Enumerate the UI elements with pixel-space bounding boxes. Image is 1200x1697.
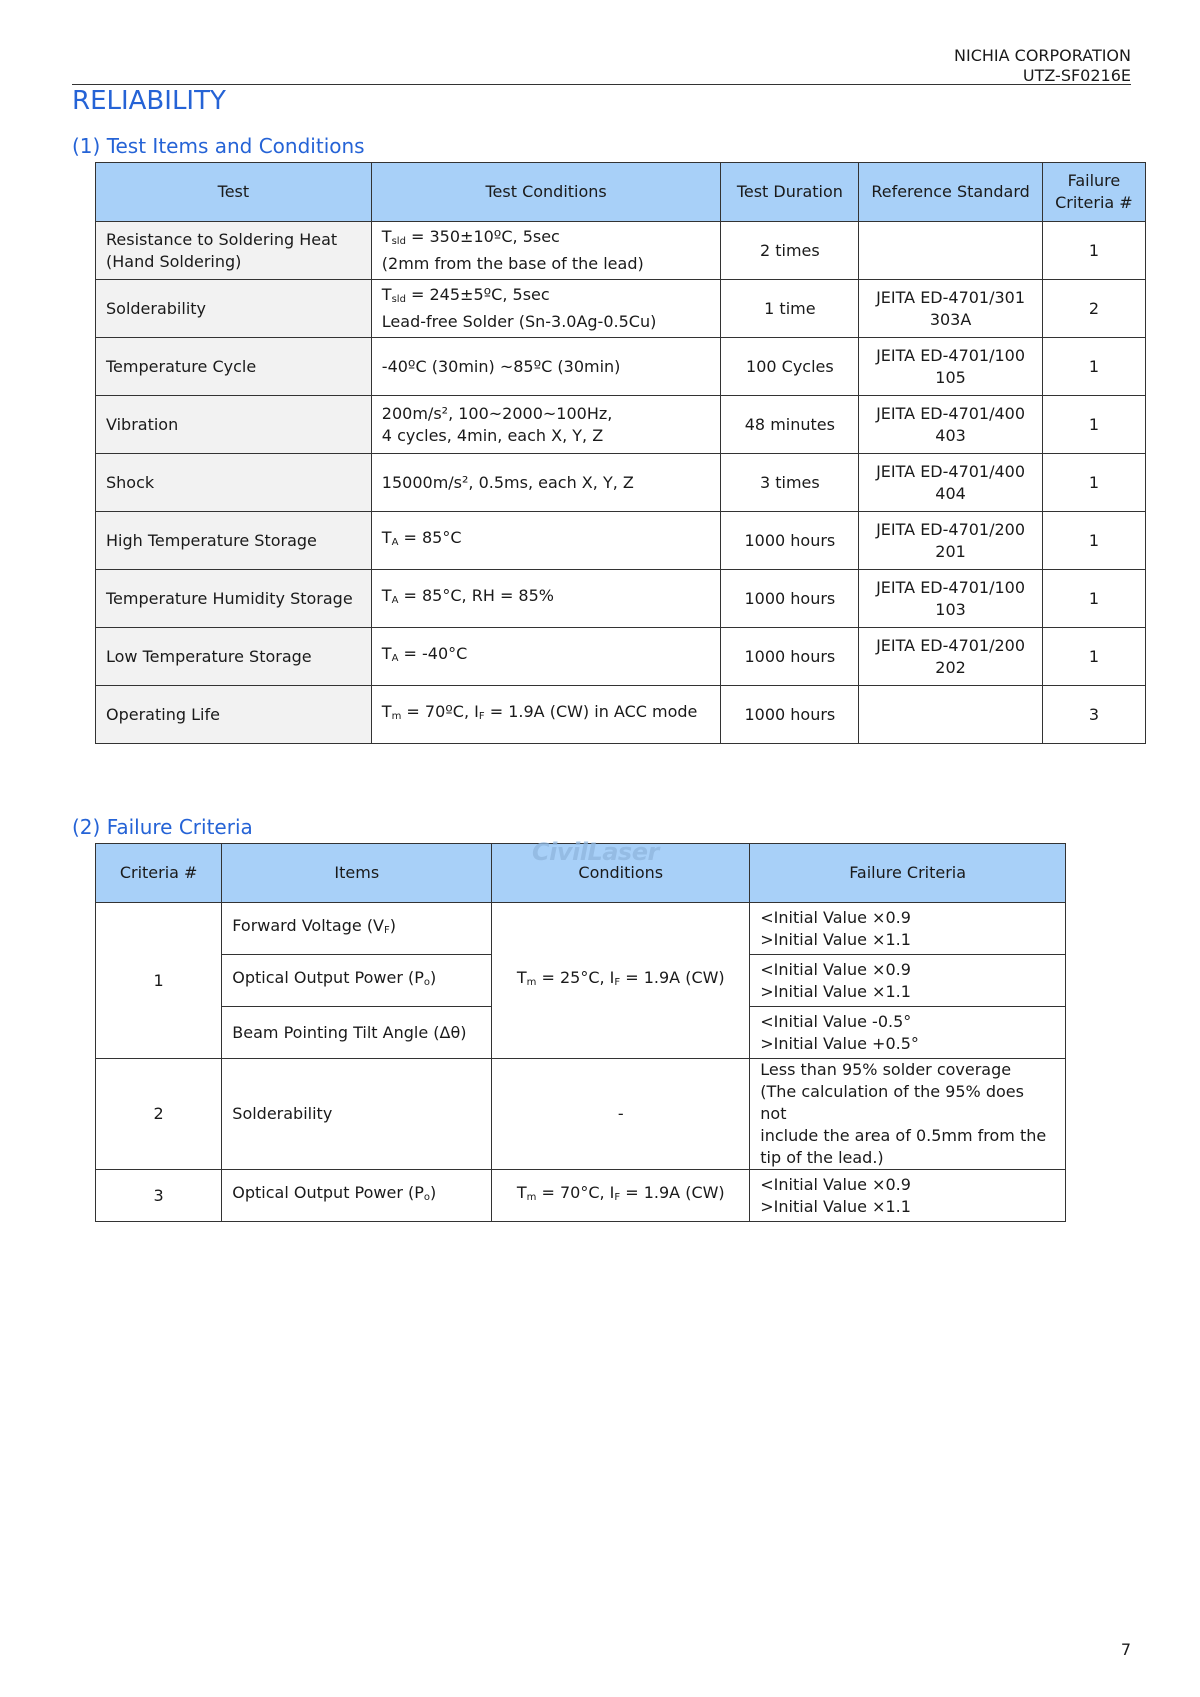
criteria-number-cell: 1 <box>1042 570 1145 628</box>
table-row <box>96 280 1146 338</box>
test-condition-cell: 200m/s², 100~2000~100Hz, 4 cycles, 4min, each X, Y, Z <box>371 396 721 454</box>
reference-standard-cell <box>859 222 1043 280</box>
test-condition-cell: 15000m/s², 0.5ms, each X, Y, Z <box>371 454 721 512</box>
table-row <box>96 396 1146 454</box>
test-name-cell: Shock <box>96 454 372 512</box>
col-header-test-conditions: Test Conditions <box>371 163 721 222</box>
item-cell: Optical Output Power $(P_o)$ <box>222 955 492 1007</box>
item-cell: Beam Pointing Tilt Angle (Δθ) <box>222 1007 492 1059</box>
test-name-cell: Operating Life <box>96 686 372 744</box>
criteria-number-cell: 1 <box>1042 222 1145 280</box>
table-header-row <box>96 163 1146 222</box>
test-name-cell: Vibration <box>96 396 372 454</box>
reference-standard-cell: JEITA ED-4701/100 103 <box>859 570 1043 628</box>
test-duration-cell: 1000 hours <box>721 512 859 570</box>
table-row <box>96 686 1146 744</box>
table-row <box>96 903 1066 955</box>
table-row <box>96 222 1146 280</box>
test-duration-cell: 1000 hours <box>721 686 859 744</box>
item-cell: Solderability <box>222 1059 492 1170</box>
failure-criteria-cell: Less than 95% solder coverage (The calculation of the 95% does not include the area of 0.5mm from the tip of the lead.) <box>750 1059 1066 1170</box>
col-header-test-duration: Test Duration <box>721 163 859 222</box>
criteria-number-cell: 1 <box>1042 396 1145 454</box>
test-condition-cell: $T_m$ = 70ºC, $I_F = 1.9A$ (CW) in ACC mode <box>371 686 721 744</box>
reference-standard-cell: JEITA ED-4701/200 202 <box>859 628 1043 686</box>
col-header-test: Test <box>96 163 372 222</box>
test-name-cell: High Temperature Storage <box>96 512 372 570</box>
test-condition-cell: $T_{sld}$ = 350±10ºC, 5sec (2mm from the base of the lead) <box>371 222 721 280</box>
col-header-items: Items <box>222 844 492 903</box>
criteria-number: 3 <box>96 1170 222 1222</box>
watermark-logo: CivilLaser <box>532 838 659 866</box>
criteria-number: 1 <box>96 903 222 1059</box>
test-duration-cell: 2 times <box>721 222 859 280</box>
company-name: NICHIA CORPORATION <box>954 46 1131 65</box>
test-condition-cell: $T_A = 85^\circ C$ <box>371 512 721 570</box>
criteria-number-cell: 1 <box>1042 454 1145 512</box>
criteria-number-cell: 1 <box>1042 512 1145 570</box>
test-name-cell: Low Temperature Storage <box>96 628 372 686</box>
table-row <box>96 512 1146 570</box>
failure-criteria-table <box>95 843 1066 1222</box>
header-rule <box>72 84 1131 85</box>
test-name-cell: Temperature Cycle <box>96 338 372 396</box>
page-number: 7 <box>1120 1640 1131 1659</box>
reference-standard-cell: JEITA ED-4701/301 303A <box>859 280 1043 338</box>
test-duration-cell: 48 minutes <box>721 396 859 454</box>
reference-standard-cell: JEITA ED-4701/400 404 <box>859 454 1043 512</box>
test-name-cell: Solderability <box>96 280 372 338</box>
failure-criteria-cell: <Initial Value ×0.9 >Initial Value ×1.1 <box>750 955 1066 1007</box>
table-row <box>96 628 1146 686</box>
section-title-failure-criteria: (2) Failure Criteria <box>72 815 253 839</box>
condition-cell: $T_m = 25^\circ C$, $I_F = 1.9A$ (CW) <box>492 903 750 1059</box>
criteria-number-cell: 1 <box>1042 338 1145 396</box>
table-row <box>96 454 1146 512</box>
test-duration-cell: 1 time <box>721 280 859 338</box>
failure-criteria-cell: <Initial Value -0.5° >Initial Value +0.5° <box>750 1007 1066 1059</box>
table-row <box>96 570 1146 628</box>
item-cell: Optical Output Power $(P_o)$ <box>222 1170 492 1222</box>
item-cell: Forward Voltage $(V_F)$ <box>222 903 492 955</box>
reference-standard-cell: JEITA ED-4701/200 201 <box>859 512 1043 570</box>
col-header-conditions: Conditions <box>492 844 750 903</box>
col-header-criteria: Criteria # <box>96 844 222 903</box>
table-row <box>96 1170 1066 1222</box>
page-title: RELIABILITY <box>72 86 226 116</box>
test-duration-cell: 100 Cycles <box>721 338 859 396</box>
test-condition-cell: -40ºC (30min) ~85ºC (30min) <box>371 338 721 396</box>
failure-criteria-cell: <Initial Value ×0.9 >Initial Value ×1.1 <box>750 903 1066 955</box>
table-row <box>96 1059 1066 1170</box>
criteria-number-cell: 1 <box>1042 628 1145 686</box>
document-code: UTZ-SF0216E <box>1022 66 1131 85</box>
test-name-cell: Resistance to Soldering Heat (Hand Soldering) <box>96 222 372 280</box>
test-duration-cell: 3 times <box>721 454 859 512</box>
reference-standard-cell: JEITA ED-4701/100 105 <box>859 338 1043 396</box>
condition-cell: - <box>492 1059 750 1170</box>
reference-standard-cell <box>859 686 1043 744</box>
col-header-failure-criteria: Failure Criteria <box>750 844 1066 903</box>
test-condition-cell: $T_A = 85^\circ C$, RH = 85% <box>371 570 721 628</box>
table-row <box>96 338 1146 396</box>
criteria-number-cell: 3 <box>1042 686 1145 744</box>
col-header-reference-standard: Reference Standard <box>859 163 1043 222</box>
failure-criteria-cell: <Initial Value ×0.9 >Initial Value ×1.1 <box>750 1170 1066 1222</box>
criteria-number-cell: 2 <box>1042 280 1145 338</box>
reference-standard-cell: JEITA ED-4701/400 403 <box>859 396 1043 454</box>
criteria-number: 2 <box>96 1059 222 1170</box>
test-condition-cell: $T_A = -40^\circ C$ <box>371 628 721 686</box>
section-title-test-items: (1) Test Items and Conditions <box>72 134 365 158</box>
col-header-failure-criteria: Failure Criteria # <box>1042 163 1145 222</box>
condition-cell: $T_m = 70^\circ C$, $I_F = 1.9A$ (CW) <box>492 1170 750 1222</box>
test-name-cell: Temperature Humidity Storage <box>96 570 372 628</box>
test-items-table <box>95 162 1146 744</box>
test-duration-cell: 1000 hours <box>721 628 859 686</box>
test-condition-cell: $T_{sld}$ = 245±5ºC, 5sec Lead-free Solder (Sn-3.0Ag-0.5Cu) <box>371 280 721 338</box>
test-duration-cell: 1000 hours <box>721 570 859 628</box>
